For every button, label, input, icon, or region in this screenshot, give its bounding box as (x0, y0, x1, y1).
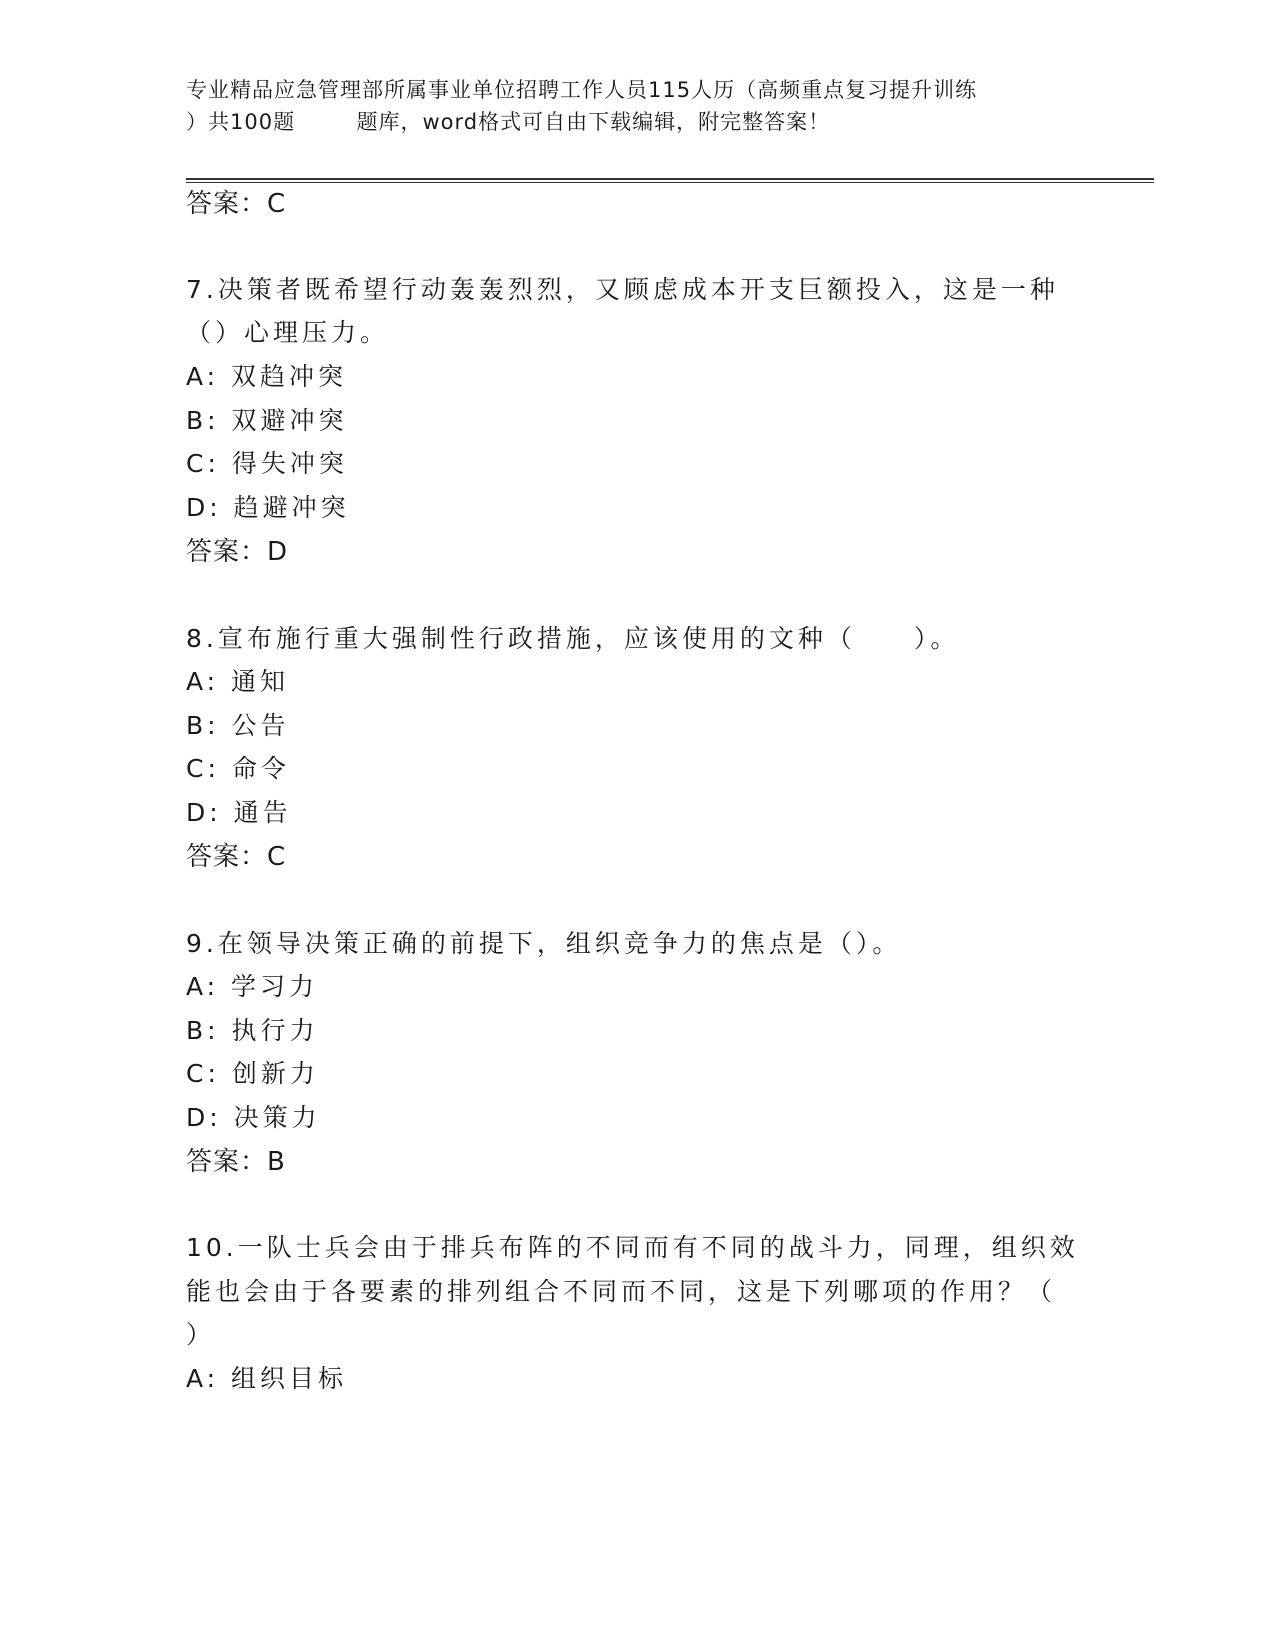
question-9-option-a: A: 学习力 (186, 972, 319, 1001)
question-8-option-c: C: 命令 (186, 754, 290, 783)
question-9-option-c: C: 创新力 (186, 1059, 319, 1088)
question-8-option-a: A: 通知 (186, 667, 290, 696)
question-9-option-d: D: 决策力 (186, 1103, 321, 1132)
question-9-answer: 答案：B (186, 1147, 286, 1177)
question-10-option-a: A: 组织目标 (186, 1364, 348, 1393)
question-10-stem-line-1: 10.一队士兵会由于排兵布阵的不同而有不同的战斗力，同理，组织效 (186, 1233, 1079, 1262)
answer-line: 答案：C (186, 189, 287, 219)
question-9-stem-line-1: 9.在领导决策正确的前提下，组织竞争力的焦点是（）。 (186, 929, 902, 958)
question-7-answer: 答案：D (186, 537, 289, 567)
header-line-1: 专业精品应急管理部所属事业单位招聘工作人员115人历（高频重点复习提升训练 (186, 78, 978, 102)
question-9-option-b: B: 执行力 (186, 1016, 319, 1045)
question-8-option-d: D: 通告 (186, 798, 292, 827)
question-7-option-b: B: 双避冲突 (186, 406, 348, 435)
header-divider-thin (186, 182, 1154, 183)
question-7-option-c: C: 得失冲突 (186, 449, 348, 478)
question-8-answer: 答案：C (186, 842, 287, 872)
question-7-stem-line-2: （）心理压力。 (186, 318, 390, 347)
question-10-stem-line-2: 能也会由于各要素的排列组合不同而不同，这是下列哪项的作用？（ (186, 1277, 1057, 1306)
question-7-option-a: A: 双趋冲突 (186, 362, 348, 391)
question-8-option-b: B: 公告 (186, 711, 290, 740)
question-10-stem-line-3: ） (186, 1320, 216, 1349)
header-divider-thick (186, 178, 1154, 180)
header-line-2: ）共100题 题库，word格式可自由下载编辑，附完整答案！ (186, 110, 831, 134)
question-8-stem-line-1: 8.宣布施行重大强制性行政措施，应该使用的文种（ ）。 (186, 624, 960, 653)
question-7-stem-line-1: 7.决策者既希望行动轰轰烈烈，又顾虑成本开支巨额投入，这是一种 (186, 275, 1059, 304)
document-header (186, 74, 1086, 138)
question-7-option-d: D: 趋避冲突 (186, 493, 350, 522)
